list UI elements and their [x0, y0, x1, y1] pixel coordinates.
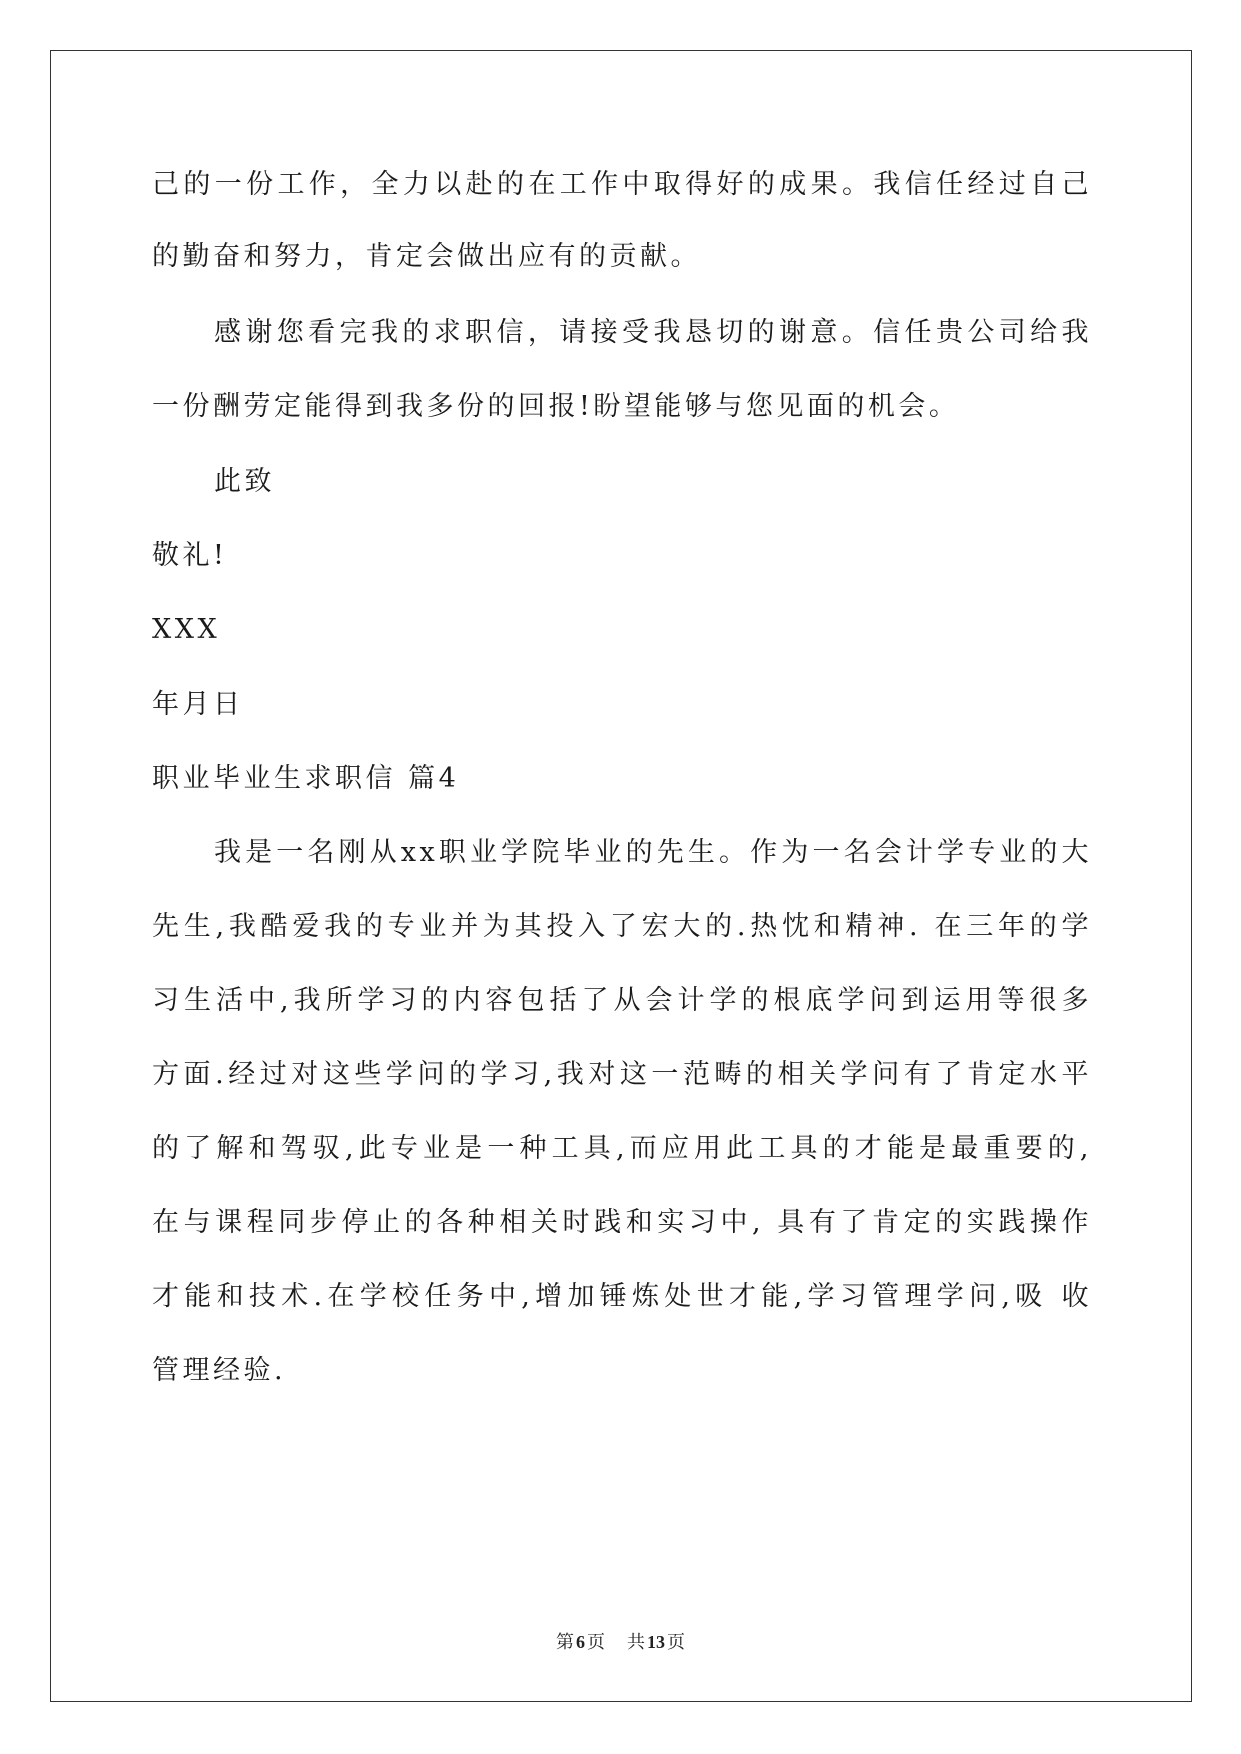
footer-total-suffix: 页 — [667, 1632, 685, 1653]
body-line-1: 己的一份工作，全力以赴的在工作中取得好的成果。我信任经过自己 — [152, 169, 1092, 200]
page-footer — [0, 1630, 1241, 1655]
signature-date: 年月日 — [152, 689, 244, 720]
salutation-line: 此致 — [214, 466, 275, 497]
footer-total-pages: 13 — [647, 1632, 665, 1652]
body-line-2: 的勤奋和努力，肯定会做出应有的贡献。 — [152, 241, 701, 272]
body-line-3: 感谢您看完我的求职信，请接受我恳切的谢意。信任贵公司给我 — [214, 317, 1092, 348]
body-line-15: 在与课程同步停止的各种相关时践和实习中, 具有了肯定的实践操作 — [152, 1207, 1092, 1238]
page-frame — [50, 50, 1192, 1702]
body-line-11: 先生,我酷爱我的专业并为其投入了宏大的.热忱和精神. 在三年的学 — [152, 911, 1092, 942]
footer-page-number: 6 — [576, 1632, 585, 1652]
body-line-12: 习生活中,我所学习的内容包括了从会计学的根底学问到运用等很多 — [152, 985, 1092, 1016]
body-line-4: 一份酬劳定能得到我多份的回报!盼望能够与您见面的机会。 — [152, 391, 960, 422]
footer-total-prefix: 共 — [627, 1632, 645, 1653]
body-line-10: 我是一名刚从xx职业学院毕业的先生。作为一名会计学专业的大 — [214, 837, 1092, 868]
closing-line: 敬礼! — [152, 540, 228, 571]
body-line-17: 管理经验. — [152, 1355, 287, 1386]
footer-page-prefix: 第 — [556, 1632, 574, 1653]
footer-page-suffix: 页 — [587, 1632, 605, 1653]
section-heading: 职业毕业生求职信 篇4 — [152, 763, 460, 794]
body-line-13: 方面.经过对这些学问的学习,我对这一范畴的相关学问有了肯定水平 — [152, 1059, 1092, 1090]
signature-name: XXX — [152, 614, 221, 645]
body-line-14: 的了解和驾驭,此专业是一种工具,而应用此工具的才能是最重要的, — [152, 1133, 1092, 1164]
body-line-16: 才能和技术.在学校任务中,增加锤炼处世才能,学习管理学问,吸 收 — [152, 1281, 1092, 1312]
